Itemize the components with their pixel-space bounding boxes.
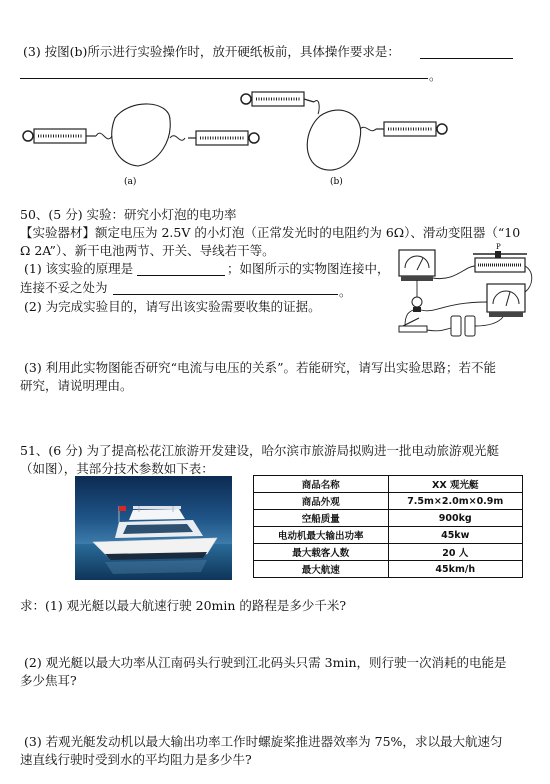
- table-cell: 20 人: [388, 544, 523, 561]
- table-cell: 最大航速: [254, 561, 389, 578]
- q50-part2-text: (2) 为完成实验目的，请写出该实验需要收集的证据。: [24, 299, 321, 314]
- q51-part2-line1: (2) 观光艇以最大功率从江南码头行驶到江北码头只需 3min，则行驶一次消耗的电能是: [24, 655, 507, 670]
- rheostat-label: P: [496, 243, 501, 251]
- table-cell: 45kw: [388, 527, 523, 544]
- answer-blank[interactable]: [137, 275, 225, 276]
- table-header-cell: XX 观光艇: [388, 476, 523, 493]
- fig-a-label: (a): [124, 177, 137, 187]
- circuit-figure: [395, 242, 540, 342]
- table-row: [254, 527, 523, 544]
- boat-photo: [75, 476, 232, 580]
- prev-part3-text: (3) 按图(b)所示进行实验操作时，放开硬纸板前，具体操作要求是：: [23, 44, 400, 59]
- battery-icon: [451, 316, 475, 336]
- table-row: [254, 510, 523, 527]
- answer-blank[interactable]: [420, 58, 513, 59]
- spring-scale-icon: [188, 131, 259, 145]
- fig-b-label: (b): [330, 177, 343, 187]
- q51-part3-line2: 速直线行驶时受到水的平均阻力是多少牛?: [20, 752, 252, 767]
- q51-part2-line2: 多少焦耳?: [20, 673, 77, 688]
- q51-intro-line2: （如图），其部分技术参数如下表：: [20, 461, 214, 476]
- end-mark: 。: [339, 284, 352, 299]
- ammeter-icon: [487, 284, 525, 317]
- q50-part1-text: (1) 该实验的原理是: [24, 261, 134, 276]
- q50-part1-text-b: ；如图所示的实物图连接中，: [227, 261, 390, 276]
- spring-scale-icon: [360, 115, 460, 145]
- table-cell: 最大载客人数: [254, 544, 389, 561]
- table-cell: 7.5m×2.0m×0.9m: [388, 493, 523, 510]
- spec-table: [253, 475, 523, 578]
- table-cell: 900kg: [388, 510, 523, 527]
- q51-part1-text: 求：(1) 观光艇以最大航速行驶 20min 的路程是多少千米?: [20, 598, 347, 613]
- table-row: [254, 544, 523, 561]
- spring-scale-icon: [241, 92, 314, 106]
- q51-part3-line1: (3) 若观光艇发动机以最大输出功率工作时螺旋桨推进器效率为 75%，求以最大航速匀: [24, 734, 503, 749]
- q50-part1-text-c: 连接不妥之处为: [20, 280, 108, 295]
- table-cell: 商品外观: [254, 493, 389, 510]
- table-row: [254, 493, 523, 510]
- q50-title: 50、(5 分) 实验：研究小灯泡的电功率: [20, 207, 237, 222]
- answer-blank[interactable]: [20, 78, 428, 79]
- table-header-row: [254, 476, 523, 493]
- table-cell: 空船质量: [254, 510, 389, 527]
- table-row: [254, 561, 523, 578]
- table-cell: 45km/h: [388, 561, 523, 578]
- spring-scale-icon: [23, 129, 96, 143]
- answer-blank[interactable]: [113, 294, 338, 295]
- q50-materials-line2: Ω 2A”）、新干电池两节、开关、导线若干等。: [20, 243, 275, 258]
- q50-materials-line1: 【实验器材】额定电压为 2.5V 的小灯泡（正常发光时的电阻约为 6Ω）、滑动变阻器（“10: [20, 225, 521, 240]
- q50-part3-line2: 研究，请说明理由。: [20, 378, 133, 393]
- table-cell: 电动机最大输出功率: [254, 527, 389, 544]
- end-mark: 。: [429, 68, 442, 83]
- voltmeter-icon: [399, 250, 435, 281]
- q50-part3-line1: (3) 利用此实物图能否研究“电流与电压的关系”。若能研究，请写出实验思路；若不能: [24, 360, 496, 375]
- q51-intro-line1: 51、(6 分) 为了提高松花江旅游开发建设，哈尔滨市旅游局拟购进一批电动旅游观光艇: [20, 443, 500, 458]
- paper-card-figure: [20, 90, 365, 190]
- rheostat-icon: [473, 251, 527, 272]
- bulb-icon: [412, 297, 422, 312]
- switch-icon: [399, 318, 427, 332]
- table-header-cell: 商品名称: [254, 476, 389, 493]
